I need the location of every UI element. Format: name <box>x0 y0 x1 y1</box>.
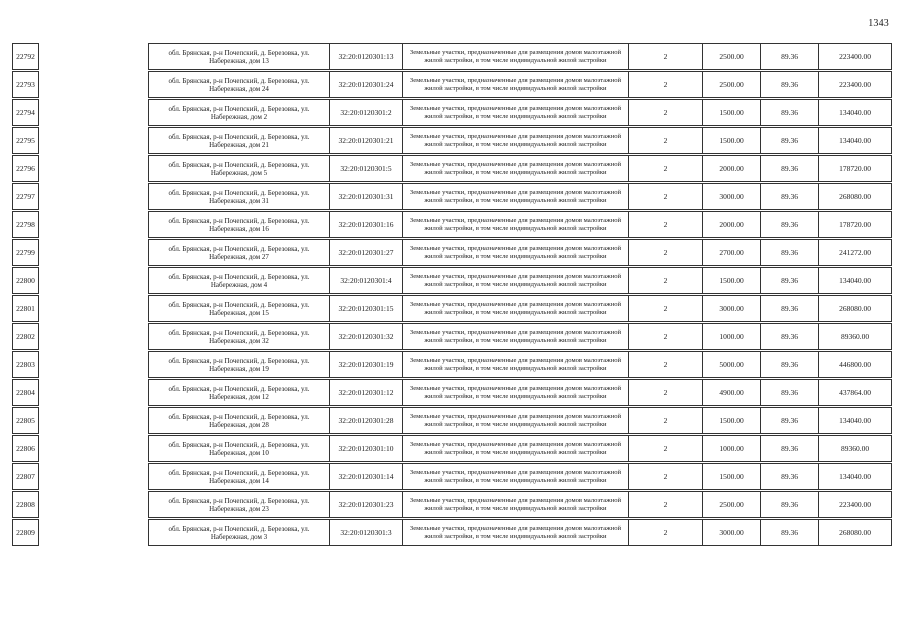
table-row <box>0 211 905 238</box>
address-cell: обл. Брянская, р-н Почепский, д. Березовка, ул. Набережная, дом 2 <box>148 99 329 126</box>
row-number-cell: 22802 <box>12 323 39 350</box>
cadastral-number-cell: 32:20:0120301:31 <box>329 183 402 210</box>
group-cell: 2 <box>629 491 702 518</box>
land-use-cell: Земельные участки, предназначенные для размещения домов малоэтажной жилой застройки, в том числе индивидуальной жилой застройки <box>402 71 629 98</box>
specific-value-cell: 89.36 <box>760 99 818 126</box>
area-cell: 2000.00 <box>702 211 760 238</box>
row-number-cell: 22805 <box>12 407 39 434</box>
row-number-cell: 22804 <box>12 379 39 406</box>
group-cell: 2 <box>629 183 702 210</box>
cadastral-number-cell: 32:20:0120301:27 <box>329 239 402 266</box>
cadastral-value-cell: 89360.00 <box>818 435 892 462</box>
cadastral-number-cell: 32:20:0120301:5 <box>329 155 402 182</box>
land-use-cell: Земельные участки, предназначенные для размещения домов малоэтажной жилой застройки, в том числе индивидуальной жилой застройки <box>402 491 629 518</box>
cadastral-number-cell: 32:20:0120301:13 <box>329 43 402 70</box>
table-row <box>0 239 905 266</box>
cadastral-number-cell: 32:20:0120301:2 <box>329 99 402 126</box>
cadastral-value-cell: 134040.00 <box>818 463 892 490</box>
row-number-cell: 22793 <box>12 71 39 98</box>
address-cell: обл. Брянская, р-н Почепский, д. Березовка, ул. Набережная, дом 21 <box>148 127 329 154</box>
cadastral-value-cell: 178720.00 <box>818 211 892 238</box>
group-cell: 2 <box>629 43 702 70</box>
address-cell: обл. Брянская, р-н Почепский, д. Березовка, ул. Набережная, дом 24 <box>148 71 329 98</box>
table-row <box>0 183 905 210</box>
table-row <box>0 127 905 154</box>
cadastral-number-cell: 32:20:0120301:4 <box>329 267 402 294</box>
address-cell: обл. Брянская, р-н Почепский, д. Березовка, ул. Набережная, дом 13 <box>148 43 329 70</box>
cadastral-number-cell: 32:20:0120301:19 <box>329 351 402 378</box>
row-number-cell: 22797 <box>12 183 39 210</box>
address-cell: обл. Брянская, р-н Почепский, д. Березовка, ул. Набережная, дом 12 <box>148 379 329 406</box>
land-use-cell: Земельные участки, предназначенные для размещения домов малоэтажной жилой застройки, в том числе индивидуальной жилой застройки <box>402 183 629 210</box>
cadastral-value-cell: 223400.00 <box>818 43 892 70</box>
address-cell: обл. Брянская, р-н Почепский, д. Березовка, ул. Набережная, дом 27 <box>148 239 329 266</box>
land-use-cell: Земельные участки, предназначенные для размещения домов малоэтажной жилой застройки, в том числе индивидуальной жилой застройки <box>402 211 629 238</box>
page-number: 1343 <box>868 18 889 29</box>
cadastral-value-cell: 268080.00 <box>818 519 892 546</box>
table-row <box>0 379 905 406</box>
land-use-cell: Земельные участки, предназначенные для размещения домов малоэтажной жилой застройки, в том числе индивидуальной жилой застройки <box>402 407 629 434</box>
table-row <box>0 99 905 126</box>
area-cell: 2500.00 <box>702 491 760 518</box>
specific-value-cell: 89.36 <box>760 379 818 406</box>
area-cell: 1500.00 <box>702 463 760 490</box>
area-cell: 2500.00 <box>702 43 760 70</box>
address-cell: обл. Брянская, р-н Почепский, д. Березовка, ул. Набережная, дом 31 <box>148 183 329 210</box>
specific-value-cell: 89.36 <box>760 519 818 546</box>
cadastral-number-cell: 32:20:0120301:10 <box>329 435 402 462</box>
cadastral-value-cell: 223400.00 <box>818 491 892 518</box>
cadastral-number-cell: 32:20:0120301:3 <box>329 519 402 546</box>
cadastral-value-cell: 178720.00 <box>818 155 892 182</box>
address-cell: обл. Брянская, р-н Почепский, д. Березовка, ул. Набережная, дом 28 <box>148 407 329 434</box>
cadastral-number-cell: 32:20:0120301:28 <box>329 407 402 434</box>
cadastral-value-cell: 437864.00 <box>818 379 892 406</box>
cadastral-value-cell: 446800.00 <box>818 351 892 378</box>
land-use-cell: Земельные участки, предназначенные для размещения домов малоэтажной жилой застройки, в том числе индивидуальной жилой застройки <box>402 379 629 406</box>
group-cell: 2 <box>629 239 702 266</box>
row-number-cell: 22806 <box>12 435 39 462</box>
row-number-cell: 22808 <box>12 491 39 518</box>
table-row <box>0 407 905 434</box>
specific-value-cell: 89.36 <box>760 267 818 294</box>
row-number-cell: 22795 <box>12 127 39 154</box>
cadastral-value-cell: 134040.00 <box>818 99 892 126</box>
cadastral-number-cell: 32:20:0120301:12 <box>329 379 402 406</box>
table-row <box>0 463 905 490</box>
specific-value-cell: 89.36 <box>760 43 818 70</box>
row-number-cell: 22794 <box>12 99 39 126</box>
group-cell: 2 <box>629 519 702 546</box>
row-number-cell: 22807 <box>12 463 39 490</box>
cadastral-number-cell: 32:20:0120301:15 <box>329 295 402 322</box>
area-cell: 1500.00 <box>702 99 760 126</box>
land-use-cell: Земельные участки, предназначенные для размещения домов малоэтажной жилой застройки, в том числе индивидуальной жилой застройки <box>402 127 629 154</box>
group-cell: 2 <box>629 379 702 406</box>
cadastral-number-cell: 32:20:0120301:16 <box>329 211 402 238</box>
area-cell: 3000.00 <box>702 295 760 322</box>
specific-value-cell: 89.36 <box>760 155 818 182</box>
row-number-cell: 22792 <box>12 43 39 70</box>
area-cell: 5000.00 <box>702 351 760 378</box>
row-number-cell: 22803 <box>12 351 39 378</box>
land-use-cell: Земельные участки, предназначенные для размещения домов малоэтажной жилой застройки, в том числе индивидуальной жилой застройки <box>402 295 629 322</box>
cadastral-value-cell: 89360.00 <box>818 323 892 350</box>
group-cell: 2 <box>629 295 702 322</box>
address-cell: обл. Брянская, р-н Почепский, д. Березовка, ул. Набережная, дом 14 <box>148 463 329 490</box>
cadastral-value-cell: 223400.00 <box>818 71 892 98</box>
address-cell: обл. Брянская, р-н Почепский, д. Березовка, ул. Набережная, дом 15 <box>148 295 329 322</box>
specific-value-cell: 89.36 <box>760 239 818 266</box>
specific-value-cell: 89.36 <box>760 295 818 322</box>
area-cell: 3000.00 <box>702 183 760 210</box>
table-row <box>0 519 905 546</box>
land-use-cell: Земельные участки, предназначенные для размещения домов малоэтажной жилой застройки, в том числе индивидуальной жилой застройки <box>402 99 629 126</box>
address-cell: обл. Брянская, р-н Почепский, д. Березовка, ул. Набережная, дом 4 <box>148 267 329 294</box>
area-cell: 1500.00 <box>702 267 760 294</box>
table-row <box>0 323 905 350</box>
group-cell: 2 <box>629 407 702 434</box>
group-cell: 2 <box>629 435 702 462</box>
land-use-cell: Земельные участки, предназначенные для размещения домов малоэтажной жилой застройки, в том числе индивидуальной жилой застройки <box>402 519 629 546</box>
land-use-cell: Земельные участки, предназначенные для размещения домов малоэтажной жилой застройки, в том числе индивидуальной жилой застройки <box>402 323 629 350</box>
cadastral-number-cell: 32:20:0120301:32 <box>329 323 402 350</box>
cadastral-value-cell: 241272.00 <box>818 239 892 266</box>
address-cell: обл. Брянская, р-н Почепский, д. Березовка, ул. Набережная, дом 5 <box>148 155 329 182</box>
land-use-cell: Земельные участки, предназначенные для размещения домов малоэтажной жилой застройки, в том числе индивидуальной жилой застройки <box>402 267 629 294</box>
table-row <box>0 267 905 294</box>
area-cell: 4900.00 <box>702 379 760 406</box>
group-cell: 2 <box>629 267 702 294</box>
group-cell: 2 <box>629 127 702 154</box>
specific-value-cell: 89.36 <box>760 491 818 518</box>
table-row <box>0 155 905 182</box>
area-cell: 1000.00 <box>702 323 760 350</box>
specific-value-cell: 89.36 <box>760 71 818 98</box>
table-row <box>0 435 905 462</box>
land-use-cell: Земельные участки, предназначенные для размещения домов малоэтажной жилой застройки, в том числе индивидуальной жилой застройки <box>402 463 629 490</box>
group-cell: 2 <box>629 351 702 378</box>
specific-value-cell: 89.36 <box>760 463 818 490</box>
area-cell: 2500.00 <box>702 71 760 98</box>
specific-value-cell: 89.36 <box>760 323 818 350</box>
cadastral-number-cell: 32:20:0120301:14 <box>329 463 402 490</box>
area-cell: 1500.00 <box>702 407 760 434</box>
group-cell: 2 <box>629 211 702 238</box>
row-number-cell: 22809 <box>12 519 39 546</box>
cadastral-number-cell: 32:20:0120301:21 <box>329 127 402 154</box>
address-cell: обл. Брянская, р-н Почепский, д. Березовка, ул. Набережная, дом 10 <box>148 435 329 462</box>
row-number-cell: 22801 <box>12 295 39 322</box>
group-cell: 2 <box>629 71 702 98</box>
specific-value-cell: 89.36 <box>760 435 818 462</box>
address-cell: обл. Брянская, р-н Почепский, д. Березовка, ул. Набережная, дом 32 <box>148 323 329 350</box>
table-row <box>0 295 905 322</box>
address-cell: обл. Брянская, р-н Почепский, д. Березовка, ул. Набережная, дом 19 <box>148 351 329 378</box>
specific-value-cell: 89.36 <box>760 211 818 238</box>
specific-value-cell: 89.36 <box>760 407 818 434</box>
land-use-cell: Земельные участки, предназначенные для размещения домов малоэтажной жилой застройки, в том числе индивидуальной жилой застройки <box>402 43 629 70</box>
cadastral-value-cell: 134040.00 <box>818 267 892 294</box>
group-cell: 2 <box>629 99 702 126</box>
table-row <box>0 491 905 518</box>
cadastral-value-cell: 268080.00 <box>818 295 892 322</box>
area-cell: 3000.00 <box>702 519 760 546</box>
area-cell: 1000.00 <box>702 435 760 462</box>
cadastral-number-cell: 32:20:0120301:23 <box>329 491 402 518</box>
area-cell: 1500.00 <box>702 127 760 154</box>
land-use-cell: Земельные участки, предназначенные для размещения домов малоэтажной жилой застройки, в том числе индивидуальной жилой застройки <box>402 239 629 266</box>
group-cell: 2 <box>629 463 702 490</box>
specific-value-cell: 89.36 <box>760 351 818 378</box>
row-number-cell: 22799 <box>12 239 39 266</box>
specific-value-cell: 89.36 <box>760 183 818 210</box>
land-use-cell: Земельные участки, предназначенные для размещения домов малоэтажной жилой застройки, в том числе индивидуальной жилой застройки <box>402 435 629 462</box>
address-cell: обл. Брянская, р-н Почепский, д. Березовка, ул. Набережная, дом 23 <box>148 491 329 518</box>
area-cell: 2000.00 <box>702 155 760 182</box>
table-row <box>0 351 905 378</box>
cadastral-number-cell: 32:20:0120301:24 <box>329 71 402 98</box>
cadastral-value-cell: 134040.00 <box>818 407 892 434</box>
specific-value-cell: 89.36 <box>760 127 818 154</box>
area-cell: 2700.00 <box>702 239 760 266</box>
address-cell: обл. Брянская, р-н Почепский, д. Березовка, ул. Набережная, дом 16 <box>148 211 329 238</box>
group-cell: 2 <box>629 155 702 182</box>
row-number-cell: 22796 <box>12 155 39 182</box>
address-cell: обл. Брянская, р-н Почепский, д. Березовка, ул. Набережная, дом 3 <box>148 519 329 546</box>
group-cell: 2 <box>629 323 702 350</box>
cadastral-value-cell: 268080.00 <box>818 183 892 210</box>
table-row <box>0 71 905 98</box>
table-row <box>0 43 905 70</box>
land-use-cell: Земельные участки, предназначенные для размещения домов малоэтажной жилой застройки, в том числе индивидуальной жилой застройки <box>402 351 629 378</box>
row-number-cell: 22800 <box>12 267 39 294</box>
land-use-cell: Земельные участки, предназначенные для размещения домов малоэтажной жилой застройки, в том числе индивидуальной жилой застройки <box>402 155 629 182</box>
row-number-cell: 22798 <box>12 211 39 238</box>
cadastral-value-cell: 134040.00 <box>818 127 892 154</box>
